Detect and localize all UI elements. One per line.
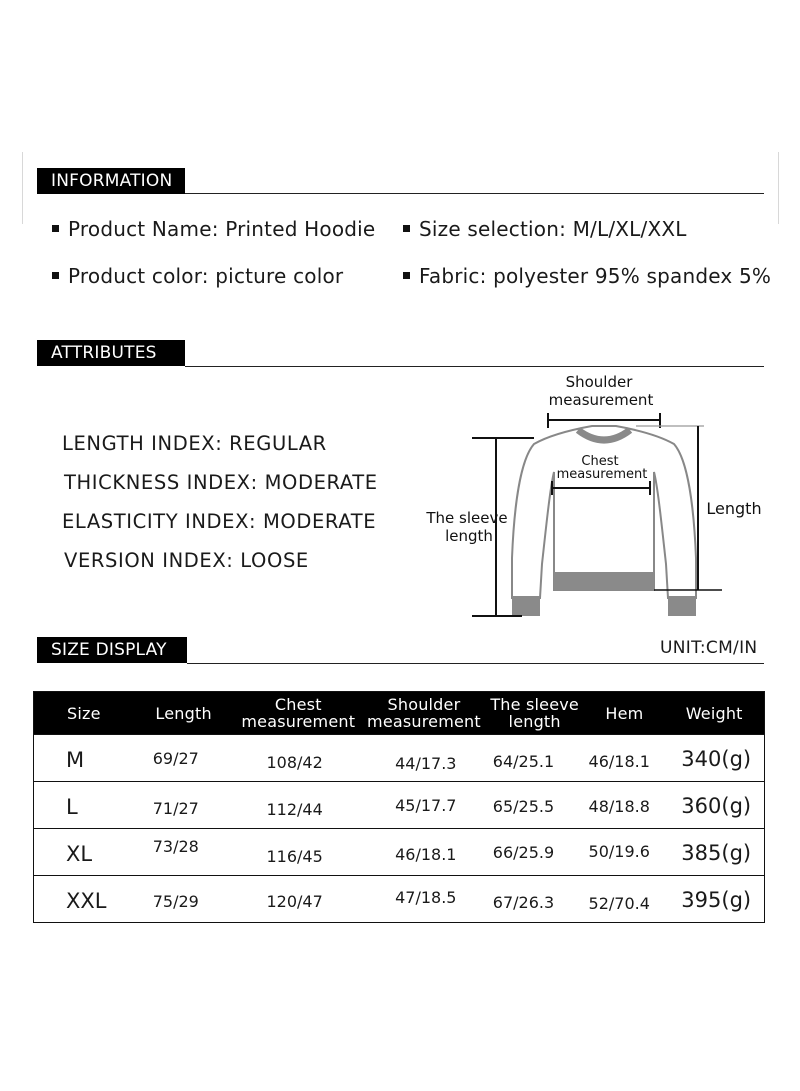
- chest-cell: 112/44: [266, 800, 323, 819]
- left-cuff: [512, 596, 540, 616]
- length-cell: 69/27: [152, 749, 199, 768]
- sleeve-cell: 67/26.3: [492, 893, 555, 912]
- bullet-icon: [403, 225, 410, 232]
- sleeve-cell: 66/25.9: [492, 843, 555, 862]
- header-weight: Weight: [685, 703, 743, 723]
- weight-cell: 360(g): [681, 794, 752, 818]
- table-row: [34, 828, 764, 875]
- header-hem: Hem: [605, 703, 644, 723]
- size-cell: XXL: [66, 889, 107, 913]
- hem-cell: 48/18.8: [588, 797, 650, 816]
- left-edge-tick: [22, 152, 23, 224]
- shoulder-label-1: Shoulder: [565, 373, 633, 391]
- weight-cell: 340(g): [681, 747, 752, 771]
- header-sleeve: The sleeve length: [490, 695, 579, 731]
- attr-elasticity-index: ELASTICITY INDEX: MODERATE: [62, 510, 377, 533]
- attributes-tab: ATTRIBUTES: [37, 340, 185, 366]
- chest-label-1: Chest: [581, 454, 619, 469]
- hoodie-measurement-diagram: [410, 368, 770, 626]
- sleeve-cell: 64/25.1: [492, 752, 555, 771]
- right-cuff: [668, 596, 696, 616]
- information-tab: INFORMATION: [37, 168, 185, 194]
- chest-label-2: measurement: [556, 467, 648, 482]
- info-item-product-name: Product Name: Printed Hoodie: [52, 217, 375, 241]
- info-item-size-selection: Size selection: M/L/XL/XXL: [403, 217, 687, 241]
- size-cell: L: [66, 795, 78, 819]
- table-header-row: [34, 692, 764, 734]
- hem-band: [554, 572, 654, 590]
- attr-version-index: VERSION INDEX: LOOSE: [64, 549, 309, 572]
- chest-cell: 120/47: [266, 892, 323, 911]
- shoulder-cell: 46/18.1: [395, 845, 457, 864]
- header-chest: Chest measurement: [241, 695, 356, 731]
- header-length: Length: [155, 703, 212, 723]
- header-size: Size: [67, 703, 101, 723]
- size-cell: M: [66, 748, 85, 772]
- shoulder-cell: 44/17.3: [395, 754, 457, 773]
- weight-cell: 385(g): [681, 841, 752, 865]
- weight-cell: 395(g): [681, 888, 752, 912]
- attributes-divider: [185, 366, 764, 367]
- length-cell: 71/27: [152, 799, 199, 818]
- header-shoulder: Shoulder measurement: [367, 695, 481, 731]
- hem-cell: 50/19.6: [588, 842, 650, 861]
- length-label: Length: [706, 499, 762, 518]
- shoulder-label-2: measurement: [548, 391, 654, 409]
- shoulder-cell: 45/17.7: [395, 796, 457, 815]
- bullet-icon: [52, 225, 59, 232]
- right-edge-tick: [778, 152, 779, 224]
- size-cell: XL: [66, 842, 93, 866]
- attr-length-index: LENGTH INDEX: REGULAR: [62, 432, 327, 455]
- sleeve-label-1: The sleeve: [426, 509, 508, 527]
- table-row: [34, 781, 764, 828]
- unit-label: UNIT:CM/IN: [660, 638, 758, 658]
- size-display-divider: [187, 663, 764, 664]
- attr-thickness-index: THICKNESS INDEX: MODERATE: [64, 471, 378, 494]
- hem-cell: 52/70.4: [588, 894, 650, 913]
- sleeve-cell: 65/25.5: [492, 797, 555, 816]
- shoulder-cell: 47/18.5: [395, 888, 457, 907]
- table-row: [34, 734, 764, 781]
- length-cell: 73/28: [152, 837, 199, 856]
- size-display-tab: SIZE DISPLAY: [37, 637, 187, 663]
- chest-cell: 116/45: [266, 847, 323, 866]
- length-cell: 75/29: [152, 892, 199, 911]
- information-divider: [185, 193, 764, 194]
- hem-cell: 46/18.1: [588, 752, 650, 771]
- chest-cell: 108/42: [266, 753, 323, 772]
- bullet-icon: [52, 272, 59, 279]
- info-item-fabric: Fabric: polyester 95% spandex 5%: [403, 264, 771, 288]
- bullet-icon: [403, 272, 410, 279]
- info-item-product-color: Product color: picture color: [52, 264, 343, 288]
- table-row: [34, 875, 764, 922]
- size-table: [33, 691, 765, 923]
- sleeve-label-2: length: [445, 527, 493, 545]
